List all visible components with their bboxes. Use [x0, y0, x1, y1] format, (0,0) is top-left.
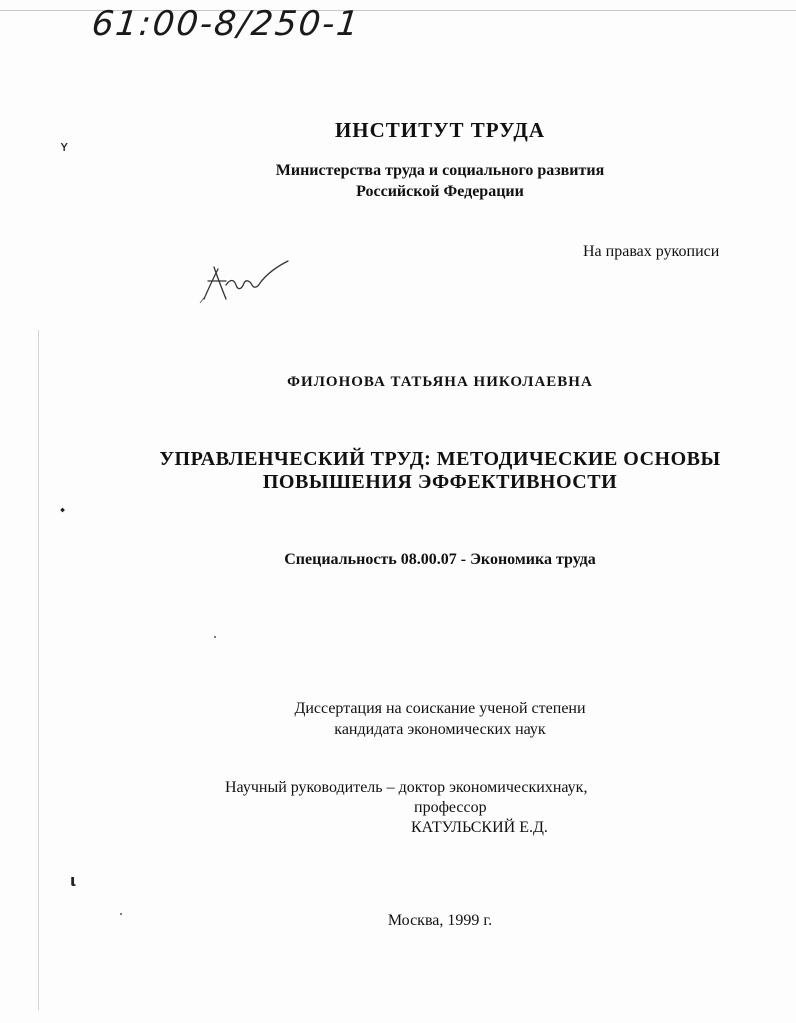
scan-mark-middle: ⬩ [60, 502, 66, 518]
specialty-line: Специальность 08.00.07 - Экономика труда [284, 551, 596, 568]
ministry-line-1: Министерства труда и социального развития [275, 162, 605, 179]
degree-line-1: Диссертация на соискание ученой степени [294, 700, 586, 717]
scan-speck [214, 636, 216, 638]
handwritten-signature [196, 255, 292, 307]
thesis-title-line-2: ПОВЫШЕНИЯ ЭФФЕКТИВНОСТИ [262, 471, 618, 493]
advisor-title: профессор [414, 799, 487, 816]
scan-edge-left [38, 330, 39, 1010]
handwritten-catalog-number: 61:00-8/250-1 [89, 4, 363, 44]
scan-mark-bottom: ι [70, 871, 77, 890]
advisor-line: Научный руководитель – доктор экономическихнаук, [225, 779, 588, 796]
ministry-line-2: Российской Федерации [356, 183, 524, 200]
thesis-title-line-1: УПРАВЛЕНЧЕСКИЙ ТРУД: МЕТОДИЧЕСКИЕ ОСНОВЫ [159, 448, 721, 470]
institute-title: ИНСТИТУТ ТРУДА [334, 118, 546, 142]
degree-line-2: кандидата экономических наук [334, 721, 546, 738]
manuscript-rights-note: На правах рукописи [583, 243, 720, 260]
author-name: ФИЛОНОВА ТАТЬЯНА НИКОЛАЕВНА [287, 374, 593, 390]
scan-mark-top: ʏ [60, 139, 69, 155]
city-year: Москва, 1999 г. [387, 912, 493, 929]
advisor-name: КАТУЛЬСКИЙ Е.Д. [411, 819, 548, 836]
